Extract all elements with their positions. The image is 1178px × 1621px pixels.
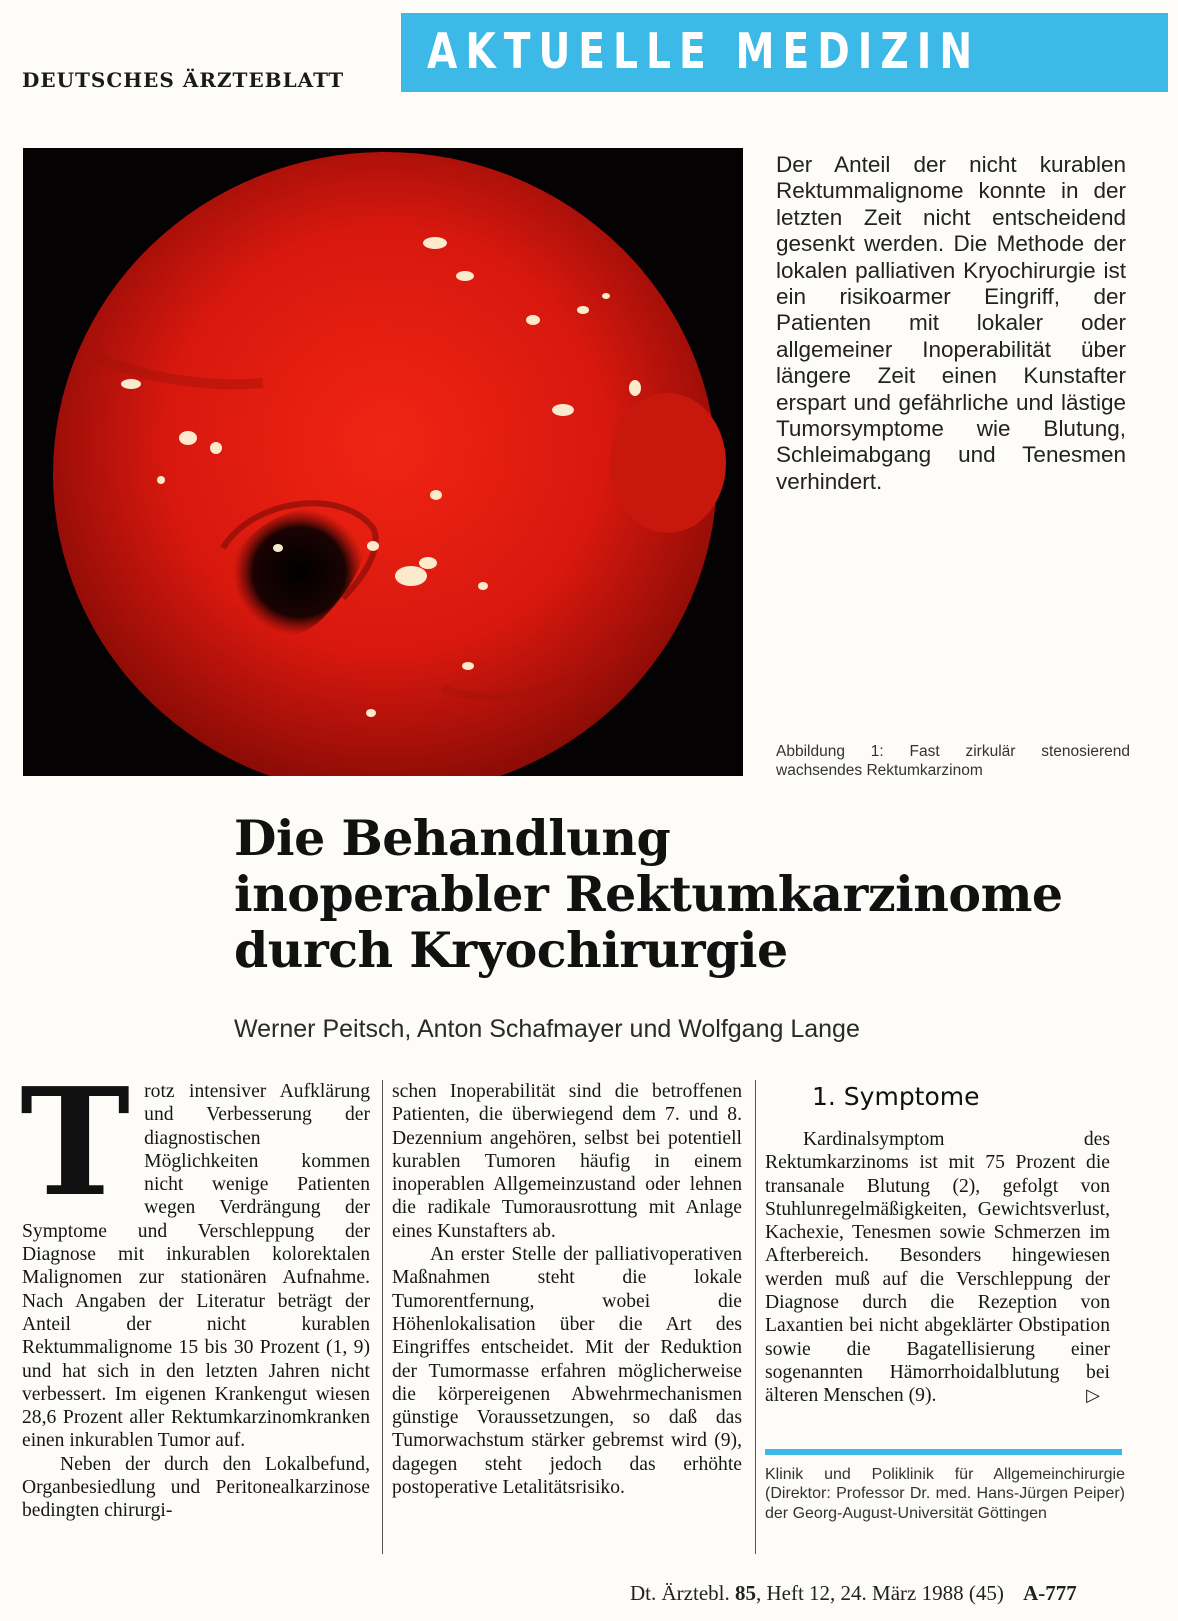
article-authors: Werner Peitsch, Anton Schafmayer und Wolfgang Lange <box>234 1015 860 1043</box>
paragraph: Neben der durch den Lokalbefund, Organbesiedlung und Peritonealkarzinose bedingten chirurgi- <box>22 1453 370 1522</box>
dropcap: T <box>20 1055 131 1229</box>
author-affiliation: Klinik und Poliklinik für Allgemeinchirurgie (Direktor: Professor Dr. med. Hans-Jürgen Peiper) der Georg-August-Universität Göttingen <box>765 1466 1125 1522</box>
page-footer <box>630 1581 1077 1606</box>
continue-arrow-icon: ▷ <box>1086 1385 1100 1406</box>
title-line-1: Die Behandlung <box>234 809 671 867</box>
section-heading: 1. Symptome <box>812 1082 980 1111</box>
page-number: A-777 <box>1023 1581 1077 1605</box>
title-line-2: inoperabler Rektumkarzinome <box>234 865 1063 923</box>
section-banner <box>401 13 1168 92</box>
body-column-3 <box>765 1128 1110 1408</box>
endoscopy-image <box>23 148 743 776</box>
paragraph <box>20 1055 370 1453</box>
lead-abstract: Der Anteil der nicht kurablen Rektummalignome konnte in der letzten Zeit nicht entscheidend gesenkt werden. Die Methode der lokalen palliativen Kryochirurgie ist ein risikoarmer Eingriff, der Patienten mit lokaler oder allgemeiner Inoperabilität über längere Zeit einen Kunstafter erspart und gefährliche und lästige Tumorsymptome wie Blutung, Schleimabgang und Tenesmen verhindert. <box>776 152 1126 494</box>
paragraph <box>765 1128 1110 1408</box>
title-line-3: durch Kryochirurgie <box>234 921 788 979</box>
body-column-1 <box>20 1055 370 1523</box>
figure-caption: Abbildung 1: Fast zirkulär stenosierend wachsendes Rektumkarzinom <box>776 743 1130 779</box>
paragraph: schen Inoperabilität sind die betroffenen Patienten, die überwiegend dem 7. und 8. Dezennium angehören, selbst bei potentiell kurablen Tumoren häufig in einem inoperablen Allgemeinzustand oder lehnen die radikale Tumorausrottung mit Anlage eines Kunstafters ab. <box>392 1081 742 1242</box>
footer-volume: 85 <box>734 1581 756 1605</box>
body-column-2 <box>392 1080 742 1499</box>
section-banner-text: AKTUELLE MEDIZIN <box>427 23 981 80</box>
footer-journal: Dt. Ärztebl. <box>630 1581 730 1605</box>
paragraph-text: rotz intensiver Aufklärung und Verbesserung der diagnostischen Möglichkeiten kommen nicht wenige Patienten wegen Verdrängung der Symptome und Verschleppung der Diagnose mit inkurablen kolorektalen Malignomen zur stationären Aufnahme. Nach Angaben der Literatur beträgt der Anteil der nicht kurablen Rektummalignome 15 bis 30 Prozent (1, 9) und hat sich in den letzten Jahren nicht verbessert. Im eigenen Krankengut wiesen 28,6 Prozent aller Rektumkarzinomkranken einen inkurablen Tumor auf. <box>22 1081 370 1452</box>
column-divider <box>382 1080 383 1554</box>
article-title <box>234 810 1144 978</box>
endoscopy-photo <box>23 148 743 776</box>
journal-name: DEUTSCHES ÄRZTEBLATT <box>22 68 345 92</box>
footer-issue: , Heft 12, 24. März 1988 (45) <box>755 1581 1004 1605</box>
paragraph: An erster Stelle der palliativoperativen Maßnahmen steht die lokale Tumorentfernung, wobei die Höhenlokalisation über die Art des Eingriffes entscheidet. Mit der Reduktion der Tumormasse erfahren möglicherweise die körpereigenen Abwehrmechanismen günstige Voraussetzungen, so daß das Tumorwachstum stärker gebremst wird (9), dagegen steht jedoch das erhöhte postoperative Letalitätsrisiko. <box>392 1244 742 1499</box>
affiliation-rule <box>765 1449 1122 1455</box>
column-divider <box>755 1080 756 1554</box>
paragraph-text: Kardinalsymptom des Rektumkarzinoms ist mit 75 Prozent die transanale Blutung (2), gefolgt von Stuhlunregelmäßigkeiten, Gewichtsverlust, Kachexie, Tenesmen sowie Schmerzen im Afterbereich. Besonders hingewiesen werden muß auf die Verschleppung der Diagnose durch die Rezeption von Laxantien bei nicht abgeklärter Obstipation sowie die Bagatellisierung einer sogenannten Hämorrhoidalblutung bei älteren Menschen (9). <box>765 1129 1110 1407</box>
